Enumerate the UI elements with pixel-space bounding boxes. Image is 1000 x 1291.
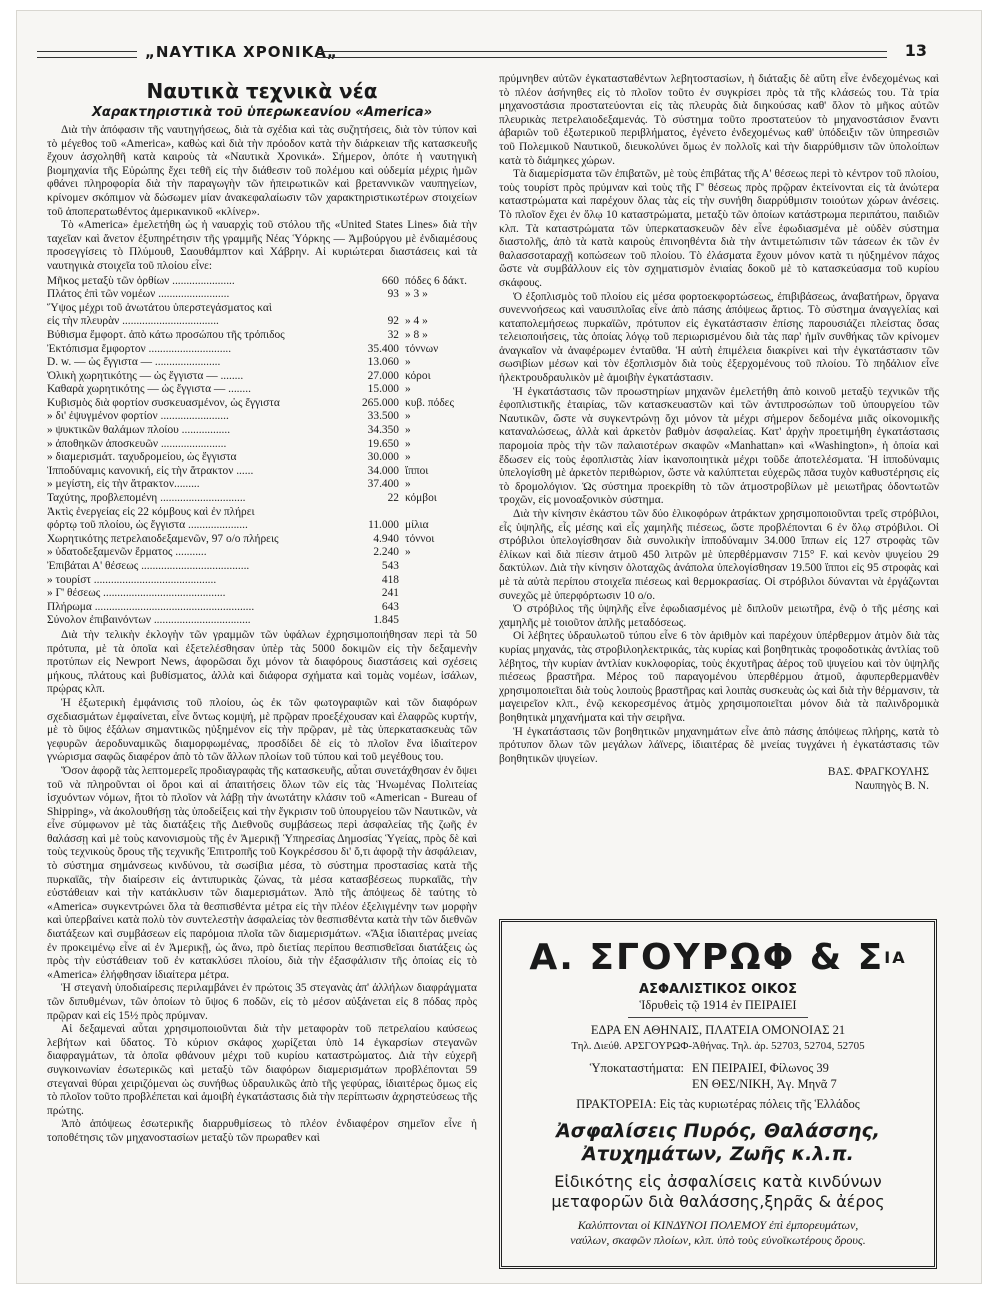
paragraph-bulkheads: Αἱ δεξαμεναὶ αὗται χρησιμοποιοῦνται διὰ τὴν μεταφορὰν τοῦ πετρελαίου καύσεως λεβήτων καὶ ὕδατος. Τὸ κύριον σκάφος χωρίζεται ὑπὸ 14 ἐγκαρσίων στεγανῶν διαφραγμάτων, τὰ ὁποῖα φθάνουν μέχρι τοῦ κυρίου καταστρώματος. Διὰ τὴν εὐχερῆ συγκοινωνίαν ἐσωτερικῶς καὶ μεταξὺ τῶν διαφόρων διαμερισμάτων προβλέπονται 59 στεγαναὶ θύραι χειριζόμεναι ὡς συνήθως ὑδραυλικῶς ἀπὸ τῆς γεφύρας, ἰδιαιτέρως ὅμως εἰς τὸ πλοῖον τοῦτο προβλέπεται καὶ ἀμοιβὴ ἐγκατάστασις διὰ τὴν περίπτωσιν ἀχρηστεύσεως τῆς πρώτης. (47, 1023, 477, 1117)
spec-value: 13.060 (367, 356, 399, 369)
ad-branch-row-1 (502, 1060, 934, 1076)
spec-row (47, 601, 477, 615)
spec-unit: τόννοι (405, 532, 435, 545)
spec-row (47, 356, 477, 370)
spec-unit: κόμβοι (405, 492, 437, 505)
spec-label: » δι' ἐψυγμένον φορτίον ........................ (47, 410, 229, 423)
ad-slogan-line-2: Ἀτυχημάτων, Ζωῆς κ.λ.π. (582, 1143, 854, 1165)
paragraph-boiler-rooms: πρύμνηθεν αὐτῶν ἐγκατασταθέντων λεβητοστασίων, ἡ διάταξις δὲ αὕτη εἶνε ἐνδεχομένως καὶ τὸ πλέον ἀσήνηθες εἰς τὸ πλοῖον τοῦτο ἐν συγκρίσει πρὸς τὰ τῆς κλάσεώς του. Τὰ τρία μηχανοστάσια προστατεύονται εἰς τὰς πλευρὰς διὰ διηκούσας καθ' ὅλον τὸ μῆκος αὐτῶν πλευρικὰς πετρελαιοδεξαμενάς. Τὸ σύστημα τοῦτο προστατεύον τὸ μηχανοστάσιον ἔναντι ἀβαριῶν τοῦ ἐξωτερικοῦ περιβλήματος, ἐγένετο ἐνδεχομένως καθ' ὑπόδειξιν τῶν ὑπηρεσιῶν τοῦ Πολεμικοῦ Ναυτικοῦ, διευκολύνει ὅμως ἐν πολλοῖς καὶ τὴν διαρρύθμισιν τῶν ὑπολοίπων κατὰ τὸ διάμηκες χώρων. (499, 73, 939, 167)
spec-label: » μεγίστη, εἰς τὴν ἄτρακτον......... (47, 478, 200, 491)
spec-value: 660 (381, 274, 399, 287)
spec-value: 4.940 (373, 532, 399, 545)
paragraph-passengers: Τὰ διαμερίσματα τῶν ἐπιβατῶν, μὲ τοὺς ἐπιβάτας τῆς Α' θέσεως περὶ τὸ κέντρον τοῦ πλοίου, τοὺς τουρίστ πρὸς πρύμναν καὶ τοὺς τῆς Γ' θέσεως πρὸς πρῷραν ἐκτείνονται εἰς τὰ ἀνώτερα καταστρώματα καὶ παρέχουν ὅλας τὰς εἰς τὴν συνήθη διαρρύθμισιν τοιούτων χώρων ἀνέσεις. Τὸ πλοῖον ἔχει ἐν ὅλῳ 10 καταστρώματα, μεταξὺ τῶν ὁποίων κατάστρωμα περιπάτου, παιδιῶν κλπ. Τὰ καταστρώματα τῶν ὑπερκατασκευῶν δὲν εἶνε ἐφωδιασμένα μὲ οὐδὲν σύστημα διαστολῆς, ἀπὸ τὰ κατὰ καιροὺς ἐπινοηθέντα διὰ τὴν ἀντιμετώπισιν τῶν τάσεων ἐκ τῶν ἐν θαλασσοταραχῇ κοπώσεων τοῦ πλοίου. Τὸ ἐλάσματα ἔχουν μόνον κατὰ τι ηὐξημένον πάχος ὥστε νὰ συμβάλλουν εἰς τὸν σχηματισμὸν ἑνιαίας δοκοῦ μὲ τὸ κατασκεύασμα τοῦ κυρίου σκάφους. (499, 168, 939, 289)
ad-founded: Ἱδρυθεὶς τῷ 1914 ἐν ΠΕΙΡΑΙΕΙ (639, 998, 797, 1012)
spec-row (47, 343, 477, 357)
ad-slogan-line-1: Ἀσφαλίσεις Πυρός, Θαλάσσης, (556, 1120, 880, 1142)
spec-unit: ἵπποι (405, 464, 429, 477)
spec-label: φόρτῳ τοῦ πλοίου, ὡς ἔγγιστα ..................... (47, 519, 248, 532)
spec-unit: » (405, 410, 411, 423)
spec-label: Ὕψος μέχρι τοῦ ἀνωτάτου ὑπερστεγάσματος καὶ (47, 301, 272, 314)
spec-unit: » 3 » (405, 288, 428, 301)
spec-row (47, 546, 477, 560)
specifications-table (47, 275, 477, 628)
spec-row (47, 506, 477, 520)
spec-unit: » (405, 383, 411, 396)
article-title: Ναυτικὰ τεχνικὰ νέα (146, 79, 378, 103)
spec-row (47, 560, 477, 574)
spec-value: 34.350 (367, 424, 399, 437)
spec-label: Ταχύτης, προβλεπομένη .............................. (47, 492, 246, 505)
page (16, 10, 982, 1284)
spec-unit (405, 506, 477, 520)
spec-row (47, 397, 477, 411)
author-title: Ναυπηγὸς Β. Ν. (855, 779, 929, 792)
spec-unit: » 4 » (405, 315, 428, 328)
left-column (47, 73, 477, 1146)
spec-label: Ὁλικὴ χωρητικότης — ὡς ἔγγιστα — ........ (47, 369, 244, 382)
spec-unit (405, 587, 477, 601)
spec-value: 33.500 (367, 410, 399, 423)
spec-label: » ἀποθηκῶν ἀποσκευῶν ....................... (47, 437, 227, 450)
spec-label: Καθαρὰ χωρητικότης — ὡς ἔγγιστα — ........ (47, 383, 251, 396)
paragraph-equipment: Ὁ ἐξοπλισμὸς τοῦ πλοίου εἰς μέσα φορτοεκφορτώσεως, ἐπιβιβάσεως, ἀναβατήρων, ὄργανα συνεννοήσεως καὶ ναυσιπλοΐας εἶνε ἀπὸ πάσης ἀπόψεως ἄρτιος. Τὸ σύστημα ἀναγγελίας καὶ καταπολεμήσεως πυρκαϊῶν, πρότυπον εἰς ἐγκατάστασιν ἐπίσης παρουσιάζει πλείστας ὅσας τελειοποιήσεις, τὰς ὁποίας λόγῳ τοῦ περιωρισμένου διὰ τὰς παρ' ἡμῖν συνθήκας τῶν κρίνομεν ἀναγκαῖον νὰ ἀναφέρωμεν ἐνταῦθα. Ἡ αὐτὴ ἐπιμέλεια διακρίνει καὶ τὴν ἐγκατάστασιν τῶν σωσιβίων μέσων καὶ τὸν ἐξοπλισμὸν διὰ τοὺς ἐξερχομένους τοῦ πλοίου. Τὸ πηδάλιον εἶνε ἠλεκτρουδραυλικὸν μὲ ἀμοιβὴν ἐγκατάστασιν. (499, 290, 939, 385)
ad-divider (628, 1017, 808, 1018)
spec-label: Σύνολον ἐπιβαινόντων .................................. (47, 614, 251, 627)
spec-value: 92 (387, 315, 399, 328)
ad-seat: ΕΔΡΑ ΕΝ ΑΘΗΝΑΙΣ, ΠΛΑΤΕΙΑ ΟΜΟΝΟΙΑΣ 21 (590, 1023, 846, 1037)
paragraph-gearing: Ὁ στρόβιλος τῆς ὑψηλῆς εἶνε ἐφωδιασμένος μὲ διπλοῦν μειωτῆρα, ἐνῷ ὁ τῆς μέσης καὶ χαμηλῆς μὲ τοιοῦτον ἁπλῆς μεταδόσεως. (499, 603, 939, 629)
spec-row (47, 587, 477, 601)
spec-value (311, 302, 405, 316)
ad-branch-row-2 (502, 1076, 934, 1092)
spec-row (47, 410, 477, 424)
spec-label: Ἀκτὶς ἐνεργείας εἰς 22 κόμβους καὶ ἐν πλήρει (47, 505, 255, 518)
ad-branches-label: Ὑποκαταστήματα: (589, 1061, 684, 1075)
spec-unit (405, 614, 477, 628)
article-subtitle: Χαρακτηριστικὰ τοῦ ὑπερωκεανίου «America» (91, 105, 433, 120)
paragraph-hull-tests: Διὰ τὴν τελικὴν ἐκλογὴν τῶν γραμμῶν τῶν ὑφάλων ἐχρησιμοποιήθησαν περὶ τὰ 50 πρότυπα, μὲ τὰ ὁποῖα καὶ ἐξετελέσθησαν ὑπὲρ τὰς 5000 δοκιμῶν εἰς τὴν δεξαμενὴν προτύπων εἰς Newport News, ἀφορῶσαι ὄχι μόνον τὰ διαφόρους διαστάσεις καὶ σχέσεις μήκους, πλάτους καὶ βυθίσματος, ἀλλὰ καὶ διάφορα σχήματα καὶ τομὰς νομέων, ἰσάλων, πρῴρας κλπ. (47, 628, 477, 696)
spec-label: Ἐπιβάται Α' θέσεως ...................................... (47, 560, 250, 572)
spec-value: 93 (387, 288, 399, 301)
spec-value: 418 (381, 573, 399, 586)
paragraph-intro: Διὰ τὴν ἀπόφασιν τῆς ναυτηγήσεως, διὰ τὰ σχέδια καὶ τὰς συζητήσεις, διὰ τὸν τύπον καὶ τὸ μέγεθος τοῦ «America», καθὼς καὶ διὰ τὴν πρόοδον κατὰ τὴν διάρκειαν τῆς κατασκευῆς ἔχουν ἀσχοληθῆ κατὰ καιροὺς τὰ «Ναυτικὰ Χρονικά». Σήμερον, ὁπότε ἡ ναυτηγικὴ βιομηχανία τῆς Εὐρώπης ἔχει τεθῆ εἰς τὴν διάθεσιν τοῦ πολέμου καὶ οὐδεμία μέχρις ἡμῶν φθάνει πληροφορία διὰ τὴν παραγωγὴν τῶν ἠπειρωτικῶν καὶ βρεταννικῶν ναυπηγείων, κρίνομεν σκόπιμον νὰ δώσωμεν μίαν ἀνακεφαλαίωσιν τῶν χαρακτηριστικωτέρων στοιχείων τοῦ ἀποπερατωθέντος ἀμερικανικοῦ «κλίνερ». (47, 124, 477, 218)
paragraph-bottom-tanks: Ἡ στεγανὴ ὑποδιαίρεσις περιλαμβάνει ἐν πρώτοις 35 στεγανὰς ἀπ' ἀλλήλων διαφράγματα τῶν διπυθμένων, τῶν ὁποίων τὸ ὕψος 6 ποδῶν, εἰς τὸ μέσον αὐξάνεται εἰς 8 πόδας πρὸς πρῷραν καὶ εἰς 15½ πρὸς πρύμναν. (47, 982, 477, 1022)
spec-label: » Γ' θέσεως ........................................... (47, 587, 226, 600)
spec-label: Βύθισμα ἔμφορτ. ἀπὸ κάτω προσώπου τῆς τρόπιδος (47, 328, 285, 341)
spec-row (47, 478, 477, 492)
spec-value: 35.400 (367, 342, 399, 355)
header-rule-left (37, 51, 137, 58)
spec-unit: μίλια (405, 519, 429, 532)
spec-unit (405, 560, 477, 574)
spec-unit (405, 601, 477, 615)
right-column (499, 73, 939, 793)
spec-label: Μῆκος μεταξὺ τῶν ὀρθίων ...................... (47, 274, 235, 287)
spec-label: D. w. — ὡς ἔγγιστα — ....................... (47, 356, 221, 369)
spec-row (47, 302, 477, 316)
ad-kind: ΑΣΦΑΛΙΣΤΙΚΟΣ ΟΙΚΟΣ (639, 982, 797, 997)
spec-row (47, 370, 477, 384)
spec-label: » ψυκτικῶν θαλάμων πλοίου ................. (47, 424, 231, 437)
spec-value: 265.000 (361, 396, 399, 409)
ad-branches-spacer (524, 1076, 692, 1092)
spec-unit: » (405, 437, 411, 450)
spec-row (47, 465, 477, 479)
magazine-title: „ΝΑΥΤΙΚΑ ΧΡΟΝΙΚΑ„ (145, 43, 338, 61)
spec-row (47, 275, 477, 289)
spec-label: Πλάτος ἐπὶ τῶν νομέων ......................... (47, 288, 230, 301)
paragraph-appearance: Ἡ ἐξωτερικὴ ἐμφάνισις τοῦ πλοίου, ὡς ἐκ τῶν φωτογραφιῶν καὶ τῶν διαφόρων σχεδιασμάτων ἐμφαίνεται, εἶνε ὄντως κομψή, μὲ πρῷραν προεξέχουσαν καὶ ἐλαφρῶς κυρτήν, μὲ τὸ ὕψος ἐξάλων σημαντικῶς ηὐξημένον εἰς τὴν πρῷραν, μὲ τὰς ὑπερκατασκευὰς τῶν γεφυρῶν ἀεροδυναμικῶς διαμορφωμένας, προσδίδει δὲ εἰς τὸ πλοῖον ἕνα ἰδιαίτερον γνώρισμα σαφῶς διαφέρον ἀπὸ τὸ τῶν ἄλλων πλοίων τοῦ τύπου καὶ τοῦ μεγέθους του. (47, 696, 477, 764)
spec-value (311, 506, 405, 520)
spec-label: Πλήρωμα ........................................................ (47, 600, 255, 613)
spec-unit: » (405, 356, 411, 369)
running-header (37, 41, 927, 65)
paragraph-regulations: Ὅσον ἀφορᾷ τὰς λεπτομερεῖς προδιαγραφὰς τῆς κατασκευῆς, αὗται συνετάχθησαν ἐν ὄψει τοῦ νὰ πληροῦνται οἱ ὅροι καὶ αἱ ἀπαιτήσεις ὅλων τῶν εἰς τὰς Ἡνωμένας Πολιτείας ἰσχυόντων νόμων, ἤτοι τὸ πλοῖον νὰ λάβῃ τὴν ἀνωτάτην κλάσιν τοῦ «American - Bureau of Shipping», νὰ ἀκολουθήσῃ τὰς ὑποδείξεις καὶ τὴν ἔγκρισιν τοῦ ὑπουργείου τῶν Ναυτικῶν, νὰ εἶνε σύμφωνον μὲ τὰς διατάξεις τῆς Διεθνοῦς συμβάσεως περὶ ἀσφαλείας τῆς ζωῆς ἐν θαλάσσῃ καὶ μὲ τοὺς κανονισμοὺς τῆς ἐν Ἀμερικῇ Ὑπηρεσίας Δημοσίας Ὑγείας, πρὸς δὲ καὶ τοὺς τεχνικοὺς ὅρους τῆς τεχνικῆς Ἐπιτροπῆς τοῦ Κογκρέσσου δι' ὅ,τι ἀφορᾷ τὴν ἀσφάλειαν, τὸ σύστημα σημάνσεως κινδύνου, τὰ σωσίβια μέσα, τὸ σύστημα προστασίας κατὰ τῆς πυρκαϊᾶς, τὴν διαίρεσιν εἰς ἀντιπυρικὰς ζώνας, τὰ μέσα κατασβέσεως πυρκαϊᾶς, τὴν εὐστάθειαν καὶ τὴν κατάκλυσιν τῶν διαμερισμάτων. Ἀπὸ τῆς ἀπόψεως δὲ ταύτης τὸ «America» συγκεντρώνει ὅλα τὰ θεσπισθέντα μέτρα εἰς τὴν πλέον ἐξελιγμένην των μορφὴν καὶ ὑπερβαίνει κατὰ πολὺ τὸν συντελεστὴν ἀσφαλείας τὸν θεσπισθέντα κατὰ τὴν τῶν διεθνῶν διατάξεων καὶ συμβάσεων εἰς παρόμοια πλοῖα τῶν διαμερισμάτων. «Ἄξια ἰδιαιτέρας μνείας ἐν προκειμένῳ εἶνε αἱ ἐν Ἀμερικῇ, ὡς ἄνω, πρὸ διετίας περίπου θεσπισθεῖσαι διατάξεις ὡς πρὸς τὴν εὐστάθειαν τοῦ ἐν κατακλύσει πλοίου, διὰ τὴν ἐξασφάλισιν τῆς ὁποίας εἰς τὸ «America» ἐλήφθησαν ἰδιαίτερα μέτρα. (47, 764, 477, 981)
spec-value: 643 (381, 600, 399, 613)
spec-value: 11.000 (368, 519, 399, 532)
paragraph-america: Τὸ «America» ἐμελετήθη ὡς ἡ ναυαρχὶς τοῦ στόλου τῆς «United States Lines» διὰ τὴν ταχεῖαν καὶ ἄνετον ἐξυπηρέτησιν τῆς γραμμῆς Νέας Ὑόρκης — Ἀμβούργου μὲ ἐνδιαμέσους προσεγγίσεις τὸ Πλύμουθ, Σαουθάμπτον καὶ Χάβρην. Αἱ κυριώτεραι διαστάσεις καὶ τὰ ναυτηγικὰ στοιχεῖα τοῦ πλοίου εἶνε: (47, 219, 477, 272)
spec-unit: » (405, 546, 411, 559)
header-rule-right (317, 51, 887, 58)
spec-label: » τουρίστ ........................................... (47, 573, 217, 586)
ad-specialty-line-1: Εἰδικότης εἰς ἀσφαλίσεις κατὰ κινδύνων (554, 1172, 882, 1191)
ad-firm-sup: ΙΑ (884, 948, 907, 967)
spec-row (47, 424, 477, 438)
spec-row (47, 383, 477, 397)
spec-value: 30.000 (367, 451, 399, 464)
spec-label: » διαμερισμάτ. ταχυδρομείου, ὡς ἔγγιστα (47, 451, 237, 464)
spec-unit: » (405, 424, 411, 437)
spec-unit: κόροι (405, 369, 431, 382)
ad-firm-name (502, 938, 934, 978)
paragraph-propulsion: Ἡ ἐγκατάστασις τῶν προωστηρίων μηχανῶν ἐμελετήθη ἀπὸ κοινοῦ μεταξὺ τεχνικῶν τῆς ἐφοπλιστικῆς ἑταιρίας, τῶν κατασκευαστῶν καὶ τῶν ἀντιπροσώπων τοῦ ὑπουργείου τῶν Ναυτικῶν, ὥστε νὰ συγκεντρώνῃ ὄχι μόνον τὰ μέχρι σήμερον δεδομένα μιᾶς οἰκονομικῆς καταναλώσεως, ἀλλὰ καὶ ἀρκετὸν βαθμὸν ἀσφαλείας. Κατ' ἀρχὴν προετιμήθη ἐγκατάστασις παρομοία πρὸς τὴν τῶν παλαιοτέρων σκαφῶν «Manhattan» καὶ «Washington», ἡ ὁποία καὶ ἔδωσεν εἰς τοὺς ἐφοπλιστὰς λίαν ἱκανοποιητικὰ μέχρι τοῦδε ἀποτελέσματα. Ἡ ἱπποδύναμις ὑπελογίσθη μὲ ἀρκετὸν περιθώριον, ὥστε νὰ καλύπτεται εὐχερῶς πᾶσα τυχὸν καθυστέρησις εἰς τὸ δρομολόγιον. Ὡς σύστημα προεκρίθη τὸ τῶν ἀτμοστροβίλων μὲ μειωτῆρας ὀδοντωτῶν τροχῶν, εἰς μονοαξονικὸν σύστημα. (499, 385, 939, 507)
ad-footer-line-1: Καλύπτονται οἱ ΚΙΝΔΥΝΟΙ ΠΟΛΕΜΟΥ ἐπὶ ἐμπορευμάτων, (577, 1218, 859, 1232)
ad-firm-text: Α. ΣΓΟΥΡΩΦ & Σ (529, 937, 885, 978)
paragraph-turbines: Διὰ τὴν κίνησιν ἑκάστου τῶν δύο ἑλικοφόρων ἀτράκτων χρησιμοποιοῦνται τρεῖς στρόβιλοι, εἷς ὑψηλῆς, εἷς μέσης καὶ εἷς χαμηλῆς πιέσεως, ὥστε προβλέπονται 6 ἐν ὅλῳ στρόβιλοι. Οἱ στρόβιλοι ὑπελογίσθησαν διὰ συνολικὴν ἱπποδύναμιν 34.000 ἵππων εἰς 127 στροφὰς τῶν ἑλίκων καὶ διὰ πίεσιν ἀτμοῦ 450 λιτρῶν μὲ ὑπερθέρμανσιν 715° F. καὶ κενὸν ψυγείου 29 δακτύλων. Διὰ τὴν κίνησιν ὁλοταχῶς ἀνάπολα ὑπελογίσθησαν 19.500 ἵπποι εἰς 95 στροφὰς καὶ μὲ τὰ αὐτὰ περίπου στοιχεῖα πιέσεως καὶ θερμοκρασίας. Οἱ στρόβιλοι δύνανται νὰ ἐργάζωνται συνεχῶς μὲ ὑπερφόρτωσιν 10 ο/ο. (499, 508, 939, 602)
spec-value: 1.845 (373, 614, 399, 627)
spec-label: Χωρητικότης πετρελαιοδεξαμενῶν, 97 ο/ο πλήρεις (47, 532, 279, 545)
spec-value: 19.650 (367, 437, 399, 450)
ad-specialty-line-2: μεταφορῶν διὰ θαλάσσης,ξηρᾶς & ἀέρος (551, 1192, 885, 1211)
spec-value: 32 (387, 328, 399, 341)
spec-value: 543 (381, 560, 399, 572)
ad-footer-line-2: ναύλων, σκαφῶν πλοίων, κλπ. ὑπὸ τοὺς εὐνοϊκωτέρους ὅρους. (570, 1233, 866, 1247)
spec-unit (405, 302, 477, 316)
spec-label: Ἱπποδύναμις κανονική, εἰς τὴν ἄτρακτον ...... (47, 464, 254, 477)
paragraph-boilers: Οἱ λέβητες ὑδραυλωτοῦ τύπου εἶνε 6 τὸν ἀριθμὸν καὶ παρέχουν ὑπέρθερμον ἀτμὸν διὰ τὰς κυρίας μηχανάς, τὰς στροβιλοηλεκτρικάς, τὰς κυρίας καὶ βοηθητικὰς τροφοδοτικὰς ἀντλίας τοῦ λέβητος, τὴν κυρίαν ἀντλίαν κυκλοφορίας, τοὺς ἐκχυτῆρας ἀέρος τοῦ ψυγείου καὶ τὸν ὑψηλῆς πιέσεως βραστῆρα. Μέρος τοῦ παραγομένου ὑπερθέρμου ἀτμοῦ, ἀφυπερθερμανθὲν χρησιμοποιεῖται διὰ τοὺς λοιποὺς βραστῆρας καὶ λοιπὰς συσκευὰς ὡς καὶ διὰ τὴν θέρμανσιν, τὰ μαγειρεῖον κλπ., ἐνῷ κεκορεσμένος ἀτμὸς χρησιμοποιεῖται μόνον διὰ τὰ παλινδρομικὰ βοηθητικὰ μηχανήματα καὶ τὴν σειρῆνα. (499, 630, 939, 724)
spec-value: 27.000 (367, 369, 399, 382)
spec-unit: πόδες 6 δάκτ. (405, 274, 467, 287)
spec-row (47, 533, 477, 547)
ad-telephone: Τηλ. Διεύθ. ΑΡΣΓΟΥΡΩΦ-Ἀθήνας. Τηλ. ἀρ. 52703, 52704, 52705 (571, 1040, 865, 1052)
spec-row (47, 315, 477, 329)
spec-unit: » (405, 478, 411, 491)
spec-value: 15.000 (367, 383, 399, 396)
paragraph-layout: Ἀπὸ ἀπόψεως ἐσωτερικῆς διαρρυθμίσεως τὸ πλέον ἐνδιαφέρον σημεῖον εἶνε ἡ τοποθέτησις τῶν μηχανοστασίων μεταξὺ τῶν πρωραθεν καὶ (47, 1118, 477, 1144)
paragraph-auxiliary: Ἡ ἐγκατάστασις τῶν βοηθητικῶν μηχανημάτων εἶνε ἀπὸ πάσης ἀπόψεως πλήρης, κατὰ τὸ πρότυπον ὅλων τῶν μεγάλων λάϊνερς, ἰδιαιτέρας δὲ μνείας τυγχάνει ἡ ἐγκατάστασις τῶν βοηθητικῶν ψυγείων. (499, 725, 939, 765)
spec-row (47, 519, 477, 533)
spec-unit: τόννων (405, 342, 439, 355)
spec-unit: » 8 » (405, 328, 428, 341)
spec-row (47, 451, 477, 465)
advertisement-sgourof (499, 919, 937, 1269)
author-signature: ΒΑΣ. ΦΡΑΓΚΟΥΛΗΣ (827, 766, 929, 779)
spec-row (47, 574, 477, 588)
spec-label: Κυβισμὸς διὰ φορτίον συσκευασμένον, ὡς ἔγγιστα (47, 396, 280, 409)
spec-value: 241 (381, 587, 399, 600)
ad-branch-piraeus: ΕΝ ΠΕΙΡΑΙΕΙ, Φίλωνος 39 (692, 1061, 829, 1075)
spec-row (47, 614, 477, 628)
spec-value: 37.400 (367, 478, 399, 491)
spec-label: » ὑδατοδεξαμενῶν ἕρματος ........... (47, 546, 207, 559)
spec-unit (405, 574, 477, 588)
spec-row (47, 438, 477, 452)
spec-value: 2.240 (373, 546, 399, 559)
spec-unit: κυβ. πόδες (405, 396, 454, 409)
page-number: 13 (904, 41, 927, 60)
spec-row (47, 492, 477, 506)
spec-value: 22 (387, 492, 399, 505)
spec-value: 34.000 (367, 464, 399, 477)
spec-unit: » (405, 451, 411, 464)
spec-row (47, 329, 477, 343)
spec-label: εἰς τὴν πλευρὰν .................................. (47, 315, 219, 328)
ad-agencies: ΠΡΑΚΤΟΡΕΙΑ: Εἰς τὰς κυριωτέρας πόλεις τῆς Ἑλλάδος (576, 1097, 860, 1111)
ad-branch-thessaloniki: ΕΝ ΘΕΣ/ΝΙΚΗ, Ἁγ. Μηνᾶ 7 (692, 1077, 837, 1091)
spec-row (47, 288, 477, 302)
spec-label: Ἐκτόπισμα ἔμφορτον ............................. (47, 342, 232, 355)
